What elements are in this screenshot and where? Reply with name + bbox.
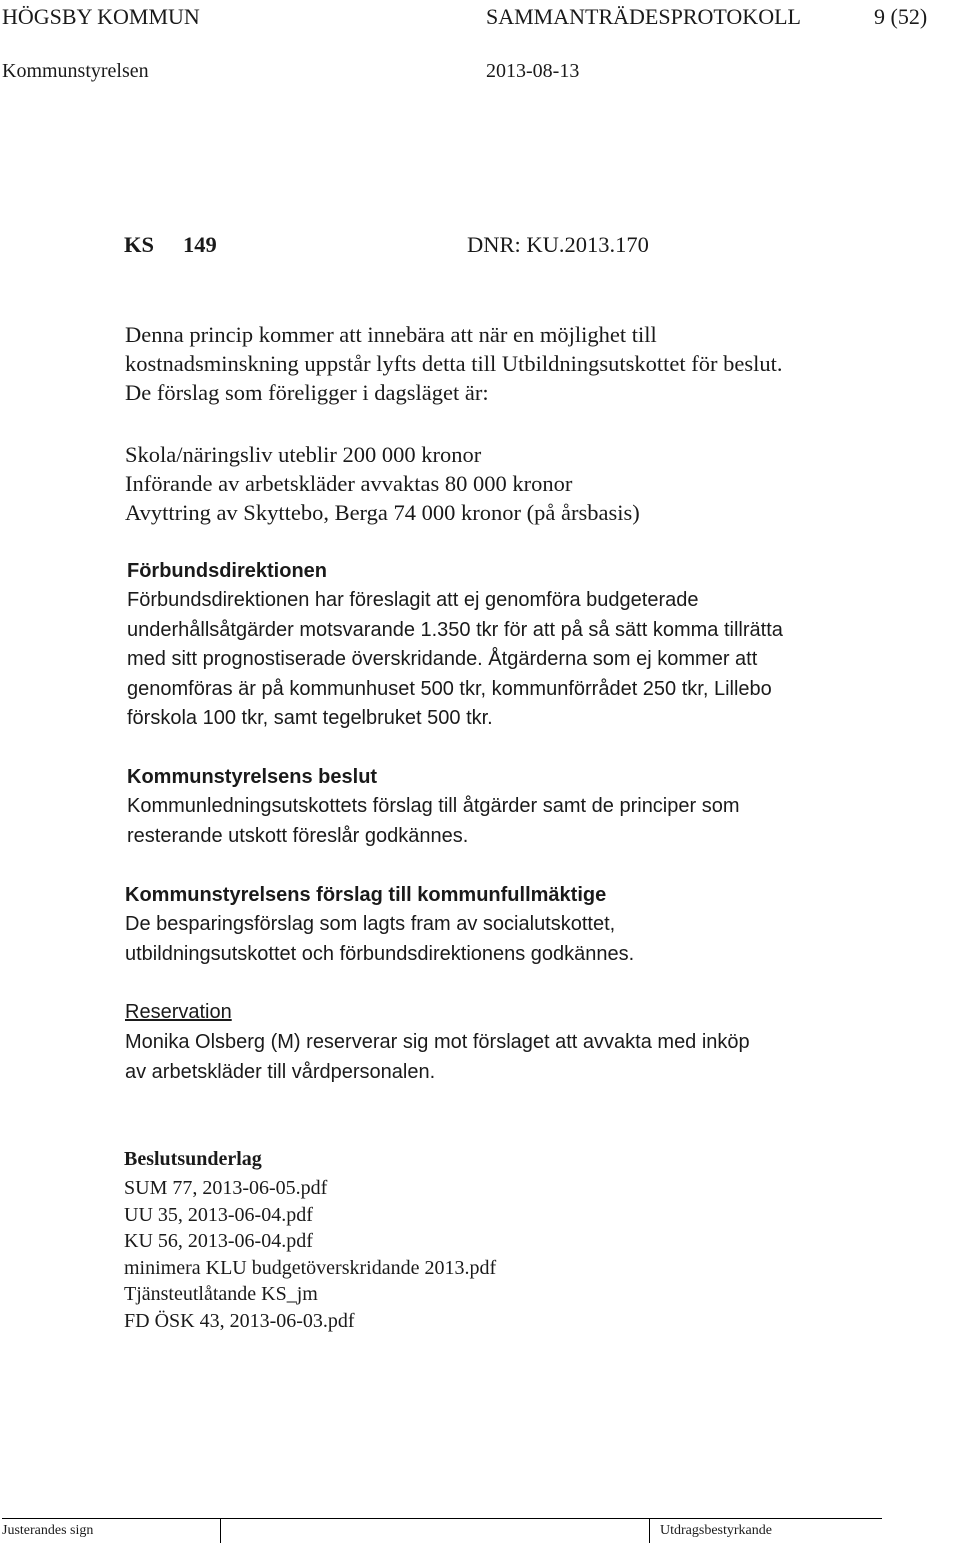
text-line: genomföras är på kommunhuset 500 tkr, kommunförrådet 250 tkr, Lillebo (127, 677, 772, 700)
text-line: kostnadsminskning uppstår lyfts detta till Utbildningsutskottet för beslut. (125, 351, 783, 376)
attachment-item: Tjänsteutlåtande KS_jm (124, 1283, 318, 1305)
sign-box-divider (220, 1518, 221, 1543)
forslag-paragraph (125, 910, 634, 969)
text-line: Kommunledningsutskottets förslag till åtgärder samt de principer som (127, 795, 740, 817)
org-name: HÖGSBY KOMMUN (2, 4, 200, 29)
case-label: KS (124, 232, 155, 257)
diary-number: DNR: KU.2013.170 (467, 232, 649, 257)
committee-name: Kommunstyrelsen (2, 60, 149, 82)
section-heading-forbund: Förbundsdirektionen (127, 560, 327, 582)
attachment-item: UU 35, 2013-06-04.pdf (124, 1203, 313, 1226)
sign-box-divider (649, 1518, 650, 1543)
text-line: underhållsåtgärder motsvarande 1.350 tkr för att på så sätt komma tillrätta (127, 618, 783, 641)
attachment-item: FD ÖSK 43, 2013-06-03.pdf (124, 1309, 355, 1332)
section-heading-beslut: Kommunstyrelsens beslut (127, 766, 378, 788)
list-item: Avyttring av Skyttebo, Berga 74 000 kronor (på årsbasis) (125, 500, 640, 525)
forbund-paragraph (127, 586, 783, 734)
text-line: med sitt prognostiserade överskridande. Åtgärderna som ej kommer att (127, 648, 758, 670)
text-line: resterande utskott föreslår godkännes. (127, 824, 469, 847)
beslut-paragraph (127, 792, 740, 851)
attachment-item: SUM 77, 2013-06-05.pdf (124, 1177, 328, 1199)
list-item: Införande av arbetskläder avvaktas 80 000 kronor (125, 471, 573, 496)
meeting-date: 2013-08-13 (486, 60, 580, 82)
section-heading-underlag: Beslutsunderlag (124, 1148, 262, 1170)
text-line: förskola 100 tkr, samt tegelbruket 500 tkr. (127, 707, 493, 729)
text-line: av arbetskläder till vårdpersonalen. (125, 1060, 436, 1083)
section-heading-reservation: Reservation (125, 1001, 232, 1023)
document-type: SAMMANTRÄDESPROTOKOLL (486, 4, 801, 29)
text-line: De förslag som föreligger i dagsläget är: (125, 380, 489, 405)
page-number: 9 (52) (874, 4, 928, 29)
attachment-list (124, 1175, 496, 1334)
text-line: Monika Olsberg (M) reserverar sig mot förslaget att avvakta med inköp (125, 1031, 750, 1053)
section-heading-forslag: Kommunstyrelsens förslag till kommunfullmäktige (125, 884, 607, 906)
case-number: 149 (183, 232, 217, 257)
text-line: Denna princip kommer att innebära att när en möjlighet till (125, 322, 657, 347)
text-line: De besparingsförslag som lagts fram av socialutskottet, (125, 913, 616, 935)
text-line: Förbundsdirektionen har föreslagit att ej genomföra budgeterade (127, 589, 699, 611)
footer-top-rule (2, 1518, 882, 1519)
intro-paragraph (125, 320, 782, 407)
text-line: utbildningsutskottet och förbundsdirektionens godkännes. (125, 942, 635, 965)
utdragsbestyrkande-label: Utdragsbestyrkande (660, 1523, 772, 1538)
list-item: Skola/näringsliv uteblir 200 000 kronor (125, 442, 482, 467)
reservation-paragraph (125, 1028, 750, 1087)
attachment-item: minimera KLU budgetöverskridande 2013.pdf (124, 1256, 497, 1279)
attachment-item: KU 56, 2013-06-04.pdf (124, 1230, 313, 1252)
justerandes-sign-label: Justerandes sign (2, 1523, 94, 1538)
proposal-list (125, 440, 640, 527)
